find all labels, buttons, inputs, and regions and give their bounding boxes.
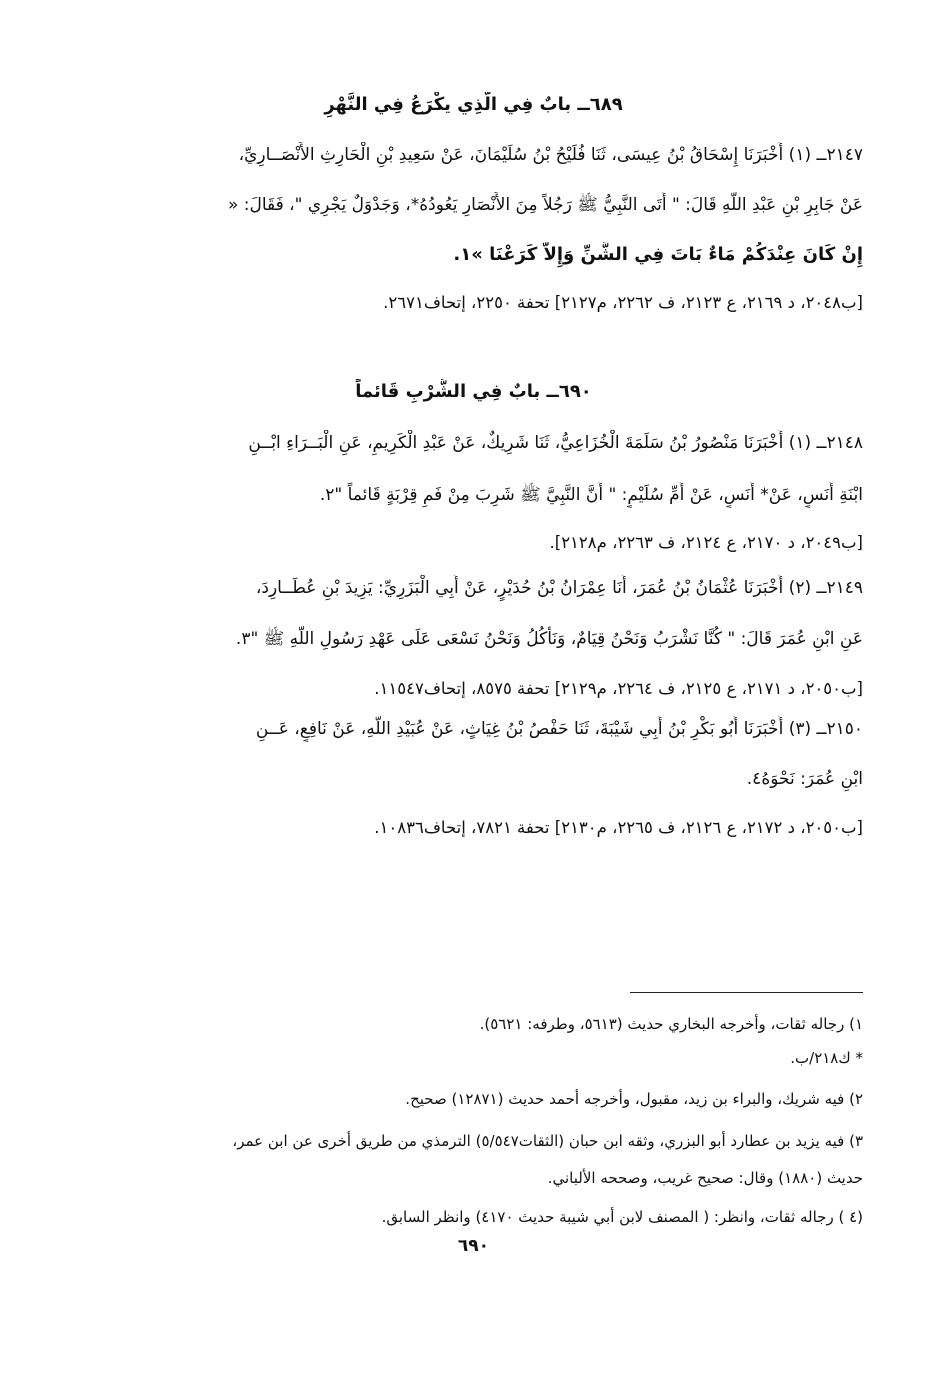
chapter-heading: ٦٩٠ــ بابٌ فِي الشُّرْبِ قَائماً: [355, 381, 592, 402]
hadith-text-line: ٢١٤٩ــ (٢) أَخْبَرَنَا عُثْمَانُ بْنُ عُمَرَ، أَنَا عِمْرَانُ بْنُ حُدَيْرٍ، عَنْ أَبِي الْبَزَرِيِّ: يَزِيدَ بْنِ عُطَــارِدَ،: [255, 578, 863, 598]
footnote-divider: [630, 992, 863, 993]
hadith-text-line: ابْنِ عُمَرَ: نَحْوَهُ٤.: [746, 769, 863, 789]
chapter-heading: ٦٨٩ــ بابٌ فِي الَّذِي يكْرَعُ فِي النَّهْرِ: [324, 94, 623, 115]
footnote: (٤ ) رجاله ثقات، وانظر: ( المصنف لابن أبي شيبة حديث ٤١٧٠) وانظر السابق.: [381, 1208, 863, 1226]
footnote: ٣) فيه يزيد بن عطارد أبو البزري، وثقه ابن حبان (الثقات٥/٥٤٧) الترمذي من طريق أخرى عن ابن عمر،: [232, 1132, 863, 1150]
hadith-text-line: ٢١٤٨ــ (١) أَخْبَرَنَا مَنْصُورُ بْنُ سَلَمَةَ الْخُزَاعِيُّ، ثَنَا شَرِيكٌ، عَنْ عَبْدِ الْكَرِيمِ، عَنِ الْبَــرَاءِ ابْــنِ: [248, 433, 863, 453]
footnote: ١) رجاله ثقات، وأخرجه البخاري حديث (٥٦١٣، وطرفه: ٥٦٢١).: [479, 1015, 863, 1033]
footnote: * ك٢١٨/ب.: [790, 1049, 863, 1067]
hadith-text-line: عَنِ ابْنِ عُمَرَ قَالَ: " كُنَّا نَشْرَبُ وَنَحْنُ قِيَامٌ، وَنَأْكُلُ وَنَحْنُ نَسْعَى عَلَى عَهْدِ رَسُولِ اللَّهِ ﷺ "٣.: [235, 629, 863, 649]
footnote: حديث (١٨٨٠) وقال: صحيح غريب، وصححه الألباني.: [547, 1169, 863, 1187]
reference-line: [ب٢٠٥٠، د ٢١٧١، ع ٢١٢٥، ف ٢٢٦٤، م٢١٢٩] تحفة ٨٥٧٥، إتحاف١١٥٤٧.: [374, 679, 863, 698]
prophetic-saying: إِنْ كَانَ عِنْدَكُمْ مَاءٌ بَاتَ فِي الشَّنِّ وَإِلاَّ كَرَعْنَا »١.: [453, 244, 863, 265]
hadith-text-line: عَنْ جَابِرِ بْنِ عَبْدِ اللَّهِ قَالَ: " أَتَى النَّبِيُّ ﷺ رَجُلاً مِنَ الأَنْصَارِ يَعُودُهُ*، وَجَدْوَلٌ يَجْرِي "، فَقَالَ: «: [227, 195, 863, 215]
hadith-text-line: ٢١٤٧ــ (١) أَخْبَرَنَا إِسْحَاقُ بْنُ عِيسَى، ثَنَا فُلَيْحُ بْنُ سُلَيْمَانَ، عَنْ سَعِيدِ بْنِ الْحَارِثِ الأَنْصَــارِيِّ،: [238, 145, 863, 165]
page-number: ٦٩٠: [457, 1236, 490, 1256]
reference-line: [ب٢٠٥٠، د ٢١٧٢، ع ٢١٢٦، ف ٢٢٦٥، م٢١٣٠] تحفة ٧٨٢١، إتحاف١٠٨٣٦.: [374, 818, 863, 837]
footnote: ٢) فيه شريك، والبراء بن زيد، مقبول، وأخرجه أحمد حديث (١٢٨٧١) صحيح.: [405, 1090, 863, 1108]
reference-line: [ب٢٠٤٩، د ٢١٧٠، ع ٢١٢٤، ف ٢٢٦٣، م٢١٢٨].: [549, 533, 863, 552]
hadith-text-line: ٢١٥٠ــ (٣) أَخْبَرَنَا أَبُو بَكْرِ بْنُ أَبِي شَيْبَةَ، ثَنَا حَفْصُ بْنُ غِيَاثٍ، عَنْ عُبَيْدِ اللَّهِ، عَنْ نَافِعٍ، عَــنِ: [255, 719, 863, 739]
hadith-text-line: ابْنَةِ أَنَسٍ، عَنْ* أَنَسٍ، عَنْ أُمِّ سُلَيْمٍ: " أَنَّ النَّبِيَّ ﷺ شَرِبَ مِنْ فَمِ قِرْبَةٍ قَائماً "٢.: [319, 485, 863, 505]
reference-line: [ب٢٠٤٨، د ٢١٦٩، ع ٢١٢٣، ف ٢٢٦٢، م٢١٢٧] تحفة ٢٢٥٠، إتحاف٢٦٧١.: [383, 293, 863, 312]
